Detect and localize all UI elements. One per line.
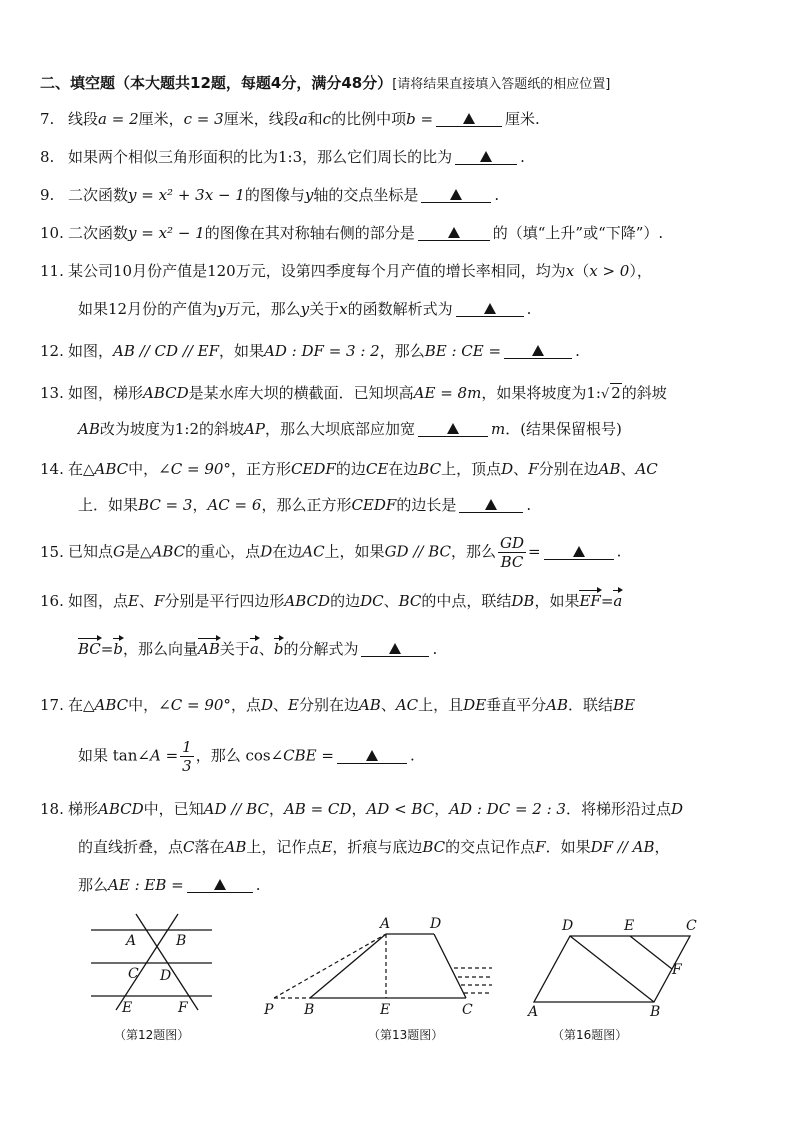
question-number: 13. [40, 384, 64, 402]
triangle-icon [366, 750, 378, 761]
figure-12-caption: （第12题图） [114, 1028, 190, 1042]
question-number: 15. [40, 542, 64, 561]
question-16: 16. 如图，点E、F分别是平行四边形ABCD的边DC、BC的中点，联结DB，如果EF=a [40, 592, 623, 610]
triangle-icon [484, 303, 496, 314]
section-heading: 二、填空题（本大题共12题，每题4分，满分48分） [40, 74, 393, 92]
triangle-icon [573, 546, 585, 557]
label-e: E [624, 918, 635, 934]
answer-blank[interactable] [418, 422, 488, 437]
question-number: 16. [40, 592, 64, 610]
label-c: C [686, 918, 697, 934]
answer-blank[interactable] [418, 226, 490, 241]
label-a: A [528, 1004, 539, 1020]
label-b: B [650, 1004, 661, 1020]
figure-12 [86, 912, 226, 1022]
diagonal-db [570, 936, 654, 1002]
label-c: C [128, 966, 139, 982]
label-e: E [122, 1000, 133, 1016]
triangle-icon [450, 189, 462, 200]
question-number: 17. [40, 696, 64, 714]
segment-ef [630, 936, 672, 969]
answer-blank[interactable] [455, 150, 517, 165]
question-number: 12. [40, 342, 64, 360]
question-18-line-3: 那么AE : EB = . [78, 876, 261, 894]
triangle-icon [463, 113, 475, 124]
fraction-gd-bc: $\frac{GD}{BC}$ [500, 534, 525, 571]
label-d: D [160, 968, 172, 984]
answer-blank[interactable] [456, 302, 524, 317]
answer-blank[interactable] [459, 498, 523, 513]
question-12: 12. 如图，AB // CD // EF，如果AD : DF = 3 : 2，那么BE : CE = . [40, 342, 580, 360]
answer-blank[interactable] [504, 344, 572, 359]
triangle-icon [448, 227, 460, 238]
question-17-line-2: 如果 tan∠A = $\frac{1}{3}$ ，那么 cos∠CBE = . [78, 738, 415, 775]
question-18-line-2: 的直线折叠，点C落在AB上，记作点E，折痕与底边BC的交点记作点F．如果DF // AB， [78, 838, 670, 856]
figure-13-caption: （第13题图） [368, 1028, 444, 1042]
triangle-icon [214, 879, 226, 890]
question-17: 17. 在△ABC中，∠C = 90°，点D、E分别在边AB、AC上，且DE垂直平分AB．联结BE [40, 696, 636, 714]
label-a: A [380, 916, 391, 932]
figure-13 [258, 908, 498, 1022]
section-note: [请将结果直接填入答题纸的相应位置] [392, 77, 611, 92]
label-p: P [264, 1002, 274, 1018]
question-13-line-2: AB改为坡度为1:2的斜坡AP，那么大坝底部应加宽 m．(结果保留根号) [78, 420, 622, 438]
question-16-line-2: BC=b，那么向量AB关于a、b的分解式为 . [78, 640, 438, 658]
triangle-icon [389, 643, 401, 654]
question-8: 8. 如果两个相似三角形面积的比为1:3，那么它们周长的比为 . [40, 148, 525, 166]
triangle-icon [485, 499, 497, 510]
label-a: A [126, 933, 137, 949]
question-number: 10. [40, 224, 64, 242]
question-number: 18. [40, 800, 64, 818]
question-number: 7. [40, 110, 55, 128]
answer-blank[interactable] [544, 545, 614, 560]
question-9: 9. 二次函数y = x² + 3x − 1的图像与y轴的交点坐标是 . [40, 186, 500, 204]
label-e: E [380, 1002, 391, 1018]
question-10: 10. 二次函数y = x² − 1的图像在其对称轴右侧的部分是 的（填“上升”或“下降”）. [40, 224, 664, 242]
question-number: 9. [40, 186, 55, 204]
fraction-one-third: $\frac{1}{3}$ [182, 738, 192, 775]
triangle-icon [480, 151, 492, 162]
question-7: 7. 线段a = 2厘米，c = 3厘米，线段a和c的比例中项b = 厘米. [40, 110, 540, 128]
dashed-ap [274, 934, 386, 998]
label-f: F [178, 1000, 188, 1016]
label-d: D [562, 918, 574, 934]
answer-blank[interactable] [436, 112, 502, 127]
question-number: 8. [40, 148, 55, 166]
question-number: 14. [40, 460, 64, 478]
label-b: B [176, 933, 187, 949]
figure-16 [526, 912, 706, 1022]
slope-ab [310, 934, 386, 998]
label-b: B [304, 1002, 315, 1018]
question-11: 11. 某公司10月份产值是120万元，设第四季度每个月产值的增长率相同，均为x（x > 0）， [40, 262, 652, 280]
question-18: 18. 梯形ABCD中，已知AD // BC，AB = CD，AD < BC，AD : DC = 2 : 3．将梯形沿过点D [40, 800, 683, 818]
answer-blank[interactable] [337, 749, 407, 764]
triangle-icon [532, 345, 544, 356]
question-number: 11. [40, 262, 64, 280]
answer-blank[interactable] [187, 878, 253, 893]
triangle-icon [447, 423, 459, 434]
figure-16-caption: （第16题图） [552, 1028, 628, 1042]
slope-dc [434, 934, 466, 998]
question-15: 15. 已知点G是△ABC的重心，点D在边AC上，如果GD // BC，那么 $\frac{GD}{BC}$ = . [40, 534, 622, 571]
label-c: C [462, 1002, 473, 1018]
question-13: 13. 如图，梯形ABCD是某水库大坝的横截面．已知坝高AE = 8m，如果将坡度为1:√ 2的斜坡 [40, 384, 667, 402]
label-f: F [672, 962, 682, 978]
section-title [40, 72, 780, 93]
answer-blank[interactable] [361, 642, 429, 657]
label-d: D [430, 916, 442, 932]
answer-blank[interactable] [421, 188, 491, 203]
question-14-line-2: 上．如果BC = 3，AC = 6，那么正方形CEDF的边长是 . [78, 496, 532, 514]
question-14: 14. 在△ABC中，∠C = 90°，正方形CEDF的边CE在边BC上，顶点D、F分别在边AB、AC [40, 460, 658, 478]
question-11-line-2: 如果12月份的产值为y万元，那么y关于x的函数解析式为 . [78, 300, 532, 318]
